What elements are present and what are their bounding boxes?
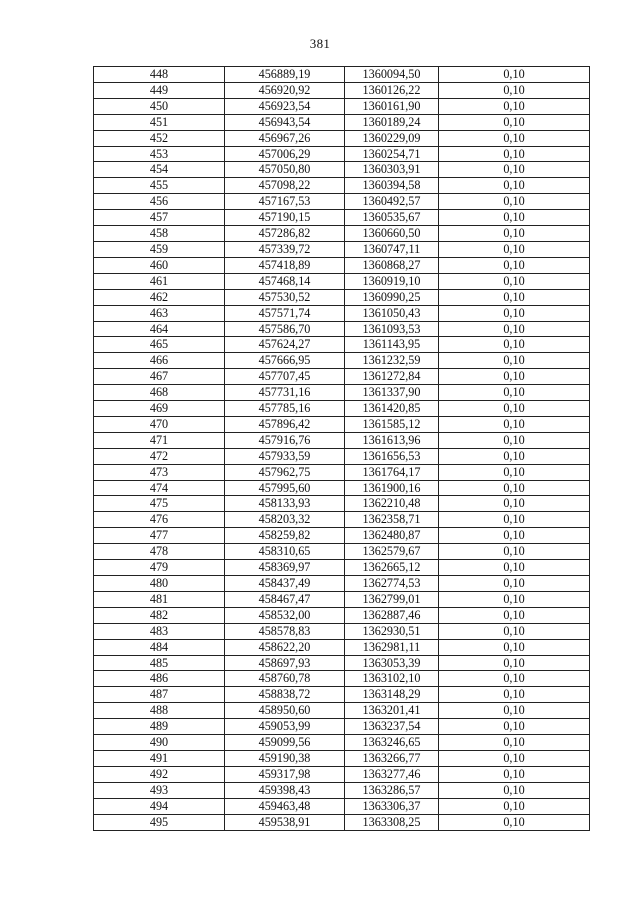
x-coordinate-cell: 459463,48 bbox=[225, 798, 345, 814]
x-coordinate-cell: 457731,16 bbox=[225, 385, 345, 401]
point-number-cell: 454 bbox=[94, 162, 225, 178]
x-coordinate-cell: 459099,56 bbox=[225, 735, 345, 751]
y-coordinate-cell: 1361613,96 bbox=[345, 432, 439, 448]
precision-cell: 0,10 bbox=[439, 782, 590, 798]
table-row bbox=[94, 607, 590, 623]
table-row bbox=[94, 385, 590, 401]
y-coordinate-cell: 1361337,90 bbox=[345, 385, 439, 401]
y-coordinate-cell: 1360254,71 bbox=[345, 146, 439, 162]
y-coordinate-cell: 1360660,50 bbox=[345, 226, 439, 242]
table-row bbox=[94, 114, 590, 130]
y-coordinate-cell: 1360303,91 bbox=[345, 162, 439, 178]
table-row bbox=[94, 528, 590, 544]
y-coordinate-cell: 1360747,11 bbox=[345, 241, 439, 257]
precision-cell: 0,10 bbox=[439, 464, 590, 480]
y-coordinate-cell: 1363306,37 bbox=[345, 798, 439, 814]
x-coordinate-cell: 457707,45 bbox=[225, 369, 345, 385]
precision-cell: 0,10 bbox=[439, 798, 590, 814]
point-number-cell: 485 bbox=[94, 655, 225, 671]
x-coordinate-cell: 457050,80 bbox=[225, 162, 345, 178]
precision-cell: 0,10 bbox=[439, 130, 590, 146]
point-number-cell: 468 bbox=[94, 385, 225, 401]
table-row bbox=[94, 639, 590, 655]
precision-cell: 0,10 bbox=[439, 735, 590, 751]
y-coordinate-cell: 1361143,95 bbox=[345, 337, 439, 353]
x-coordinate-cell: 459398,43 bbox=[225, 782, 345, 798]
point-number-cell: 483 bbox=[94, 623, 225, 639]
y-coordinate-cell: 1363148,29 bbox=[345, 687, 439, 703]
x-coordinate-cell: 457167,53 bbox=[225, 194, 345, 210]
y-coordinate-cell: 1362358,71 bbox=[345, 512, 439, 528]
y-coordinate-cell: 1360094,50 bbox=[345, 67, 439, 83]
point-number-cell: 450 bbox=[94, 98, 225, 114]
table-row bbox=[94, 671, 590, 687]
x-coordinate-cell: 457571,74 bbox=[225, 305, 345, 321]
table-row bbox=[94, 416, 590, 432]
precision-cell: 0,10 bbox=[439, 576, 590, 592]
point-number-cell: 480 bbox=[94, 576, 225, 592]
table-row bbox=[94, 194, 590, 210]
table-row bbox=[94, 337, 590, 353]
point-number-cell: 459 bbox=[94, 241, 225, 257]
x-coordinate-cell: 457995,60 bbox=[225, 480, 345, 496]
precision-cell: 0,10 bbox=[439, 639, 590, 655]
y-coordinate-cell: 1363308,25 bbox=[345, 814, 439, 830]
y-coordinate-cell: 1361900,16 bbox=[345, 480, 439, 496]
table-row bbox=[94, 401, 590, 417]
table-row bbox=[94, 178, 590, 194]
precision-cell: 0,10 bbox=[439, 607, 590, 623]
y-coordinate-cell: 1362887,46 bbox=[345, 607, 439, 623]
x-coordinate-cell: 458467,47 bbox=[225, 591, 345, 607]
point-number-cell: 479 bbox=[94, 560, 225, 576]
table-row bbox=[94, 257, 590, 273]
point-number-cell: 448 bbox=[94, 67, 225, 83]
x-coordinate-cell: 457624,27 bbox=[225, 337, 345, 353]
precision-cell: 0,10 bbox=[439, 512, 590, 528]
x-coordinate-cell: 457006,29 bbox=[225, 146, 345, 162]
precision-cell: 0,10 bbox=[439, 687, 590, 703]
x-coordinate-cell: 456923,54 bbox=[225, 98, 345, 114]
point-number-cell: 487 bbox=[94, 687, 225, 703]
point-number-cell: 465 bbox=[94, 337, 225, 353]
point-number-cell: 484 bbox=[94, 639, 225, 655]
precision-cell: 0,10 bbox=[439, 623, 590, 639]
x-coordinate-cell: 456967,26 bbox=[225, 130, 345, 146]
precision-cell: 0,10 bbox=[439, 560, 590, 576]
point-number-cell: 494 bbox=[94, 798, 225, 814]
x-coordinate-cell: 459317,98 bbox=[225, 766, 345, 782]
table-row bbox=[94, 448, 590, 464]
point-number-cell: 473 bbox=[94, 464, 225, 480]
table-row bbox=[94, 766, 590, 782]
y-coordinate-cell: 1363102,10 bbox=[345, 671, 439, 687]
y-coordinate-cell: 1363201,41 bbox=[345, 703, 439, 719]
x-coordinate-cell: 457933,59 bbox=[225, 448, 345, 464]
precision-cell: 0,10 bbox=[439, 528, 590, 544]
precision-cell: 0,10 bbox=[439, 814, 590, 830]
x-coordinate-cell: 457530,52 bbox=[225, 289, 345, 305]
precision-cell: 0,10 bbox=[439, 305, 590, 321]
y-coordinate-cell: 1360229,09 bbox=[345, 130, 439, 146]
x-coordinate-cell: 459190,38 bbox=[225, 750, 345, 766]
page-number: 381 bbox=[309, 36, 331, 51]
point-number-cell: 456 bbox=[94, 194, 225, 210]
y-coordinate-cell: 1363246,65 bbox=[345, 735, 439, 751]
table-row bbox=[94, 305, 590, 321]
y-coordinate-cell: 1360492,57 bbox=[345, 194, 439, 210]
point-number-cell: 477 bbox=[94, 528, 225, 544]
y-coordinate-cell: 1360919,10 bbox=[345, 273, 439, 289]
table-row bbox=[94, 719, 590, 735]
table-row bbox=[94, 623, 590, 639]
table-row bbox=[94, 162, 590, 178]
table-row bbox=[94, 735, 590, 751]
point-number-cell: 490 bbox=[94, 735, 225, 751]
x-coordinate-cell: 457339,72 bbox=[225, 241, 345, 257]
point-number-cell: 475 bbox=[94, 496, 225, 512]
y-coordinate-cell: 1362930,51 bbox=[345, 623, 439, 639]
table-row bbox=[94, 560, 590, 576]
x-coordinate-cell: 458369,97 bbox=[225, 560, 345, 576]
point-number-cell: 481 bbox=[94, 591, 225, 607]
table-row bbox=[94, 369, 590, 385]
precision-cell: 0,10 bbox=[439, 321, 590, 337]
precision-cell: 0,10 bbox=[439, 67, 590, 83]
table-row bbox=[94, 289, 590, 305]
y-coordinate-cell: 1360126,22 bbox=[345, 82, 439, 98]
point-number-cell: 472 bbox=[94, 448, 225, 464]
table-row bbox=[94, 130, 590, 146]
x-coordinate-cell: 458532,00 bbox=[225, 607, 345, 623]
y-coordinate-cell: 1363286,57 bbox=[345, 782, 439, 798]
x-coordinate-cell: 457916,76 bbox=[225, 432, 345, 448]
x-coordinate-cell: 459538,91 bbox=[225, 814, 345, 830]
point-number-cell: 449 bbox=[94, 82, 225, 98]
x-coordinate-cell: 458437,49 bbox=[225, 576, 345, 592]
x-coordinate-cell: 458622,20 bbox=[225, 639, 345, 655]
table-row bbox=[94, 273, 590, 289]
table-row bbox=[94, 655, 590, 671]
x-coordinate-cell: 457418,89 bbox=[225, 257, 345, 273]
point-number-cell: 460 bbox=[94, 257, 225, 273]
x-coordinate-cell: 457190,15 bbox=[225, 210, 345, 226]
y-coordinate-cell: 1362981,11 bbox=[345, 639, 439, 655]
point-number-cell: 469 bbox=[94, 401, 225, 417]
x-coordinate-cell: 457586,70 bbox=[225, 321, 345, 337]
point-number-cell: 482 bbox=[94, 607, 225, 623]
x-coordinate-cell: 458838,72 bbox=[225, 687, 345, 703]
y-coordinate-cell: 1363277,46 bbox=[345, 766, 439, 782]
y-coordinate-cell: 1363266,77 bbox=[345, 750, 439, 766]
x-coordinate-cell: 458697,93 bbox=[225, 655, 345, 671]
y-coordinate-cell: 1360535,67 bbox=[345, 210, 439, 226]
precision-cell: 0,10 bbox=[439, 289, 590, 305]
x-coordinate-cell: 458578,83 bbox=[225, 623, 345, 639]
y-coordinate-cell: 1361420,85 bbox=[345, 401, 439, 417]
x-coordinate-cell: 457666,95 bbox=[225, 353, 345, 369]
y-coordinate-cell: 1360394,58 bbox=[345, 178, 439, 194]
y-coordinate-cell: 1361093,53 bbox=[345, 321, 439, 337]
precision-cell: 0,10 bbox=[439, 480, 590, 496]
x-coordinate-cell: 458133,93 bbox=[225, 496, 345, 512]
point-number-cell: 451 bbox=[94, 114, 225, 130]
point-number-cell: 489 bbox=[94, 719, 225, 735]
table-row bbox=[94, 480, 590, 496]
table-row bbox=[94, 512, 590, 528]
point-number-cell: 466 bbox=[94, 353, 225, 369]
precision-cell: 0,10 bbox=[439, 226, 590, 242]
y-coordinate-cell: 1361656,53 bbox=[345, 448, 439, 464]
table-row bbox=[94, 210, 590, 226]
table-row bbox=[94, 432, 590, 448]
coordinate-table-body bbox=[94, 67, 590, 831]
y-coordinate-cell: 1361272,84 bbox=[345, 369, 439, 385]
precision-cell: 0,10 bbox=[439, 98, 590, 114]
table-row bbox=[94, 591, 590, 607]
x-coordinate-cell: 456920,92 bbox=[225, 82, 345, 98]
point-number-cell: 478 bbox=[94, 544, 225, 560]
point-number-cell: 476 bbox=[94, 512, 225, 528]
x-coordinate-cell: 457468,14 bbox=[225, 273, 345, 289]
point-number-cell: 491 bbox=[94, 750, 225, 766]
point-number-cell: 474 bbox=[94, 480, 225, 496]
point-number-cell: 461 bbox=[94, 273, 225, 289]
y-coordinate-cell: 1360990,25 bbox=[345, 289, 439, 305]
y-coordinate-cell: 1363237,54 bbox=[345, 719, 439, 735]
table-row bbox=[94, 544, 590, 560]
y-coordinate-cell: 1362774,53 bbox=[345, 576, 439, 592]
point-number-cell: 488 bbox=[94, 703, 225, 719]
precision-cell: 0,10 bbox=[439, 591, 590, 607]
y-coordinate-cell: 1362799,01 bbox=[345, 591, 439, 607]
precision-cell: 0,10 bbox=[439, 655, 590, 671]
table-row bbox=[94, 146, 590, 162]
coordinate-table bbox=[93, 66, 590, 831]
y-coordinate-cell: 1363053,39 bbox=[345, 655, 439, 671]
precision-cell: 0,10 bbox=[439, 703, 590, 719]
point-number-cell: 455 bbox=[94, 178, 225, 194]
x-coordinate-cell: 459053,99 bbox=[225, 719, 345, 735]
y-coordinate-cell: 1362579,67 bbox=[345, 544, 439, 560]
table-row bbox=[94, 703, 590, 719]
point-number-cell: 453 bbox=[94, 146, 225, 162]
point-number-cell: 486 bbox=[94, 671, 225, 687]
x-coordinate-cell: 456943,54 bbox=[225, 114, 345, 130]
point-number-cell: 495 bbox=[94, 814, 225, 830]
precision-cell: 0,10 bbox=[439, 671, 590, 687]
x-coordinate-cell: 458950,60 bbox=[225, 703, 345, 719]
precision-cell: 0,10 bbox=[439, 194, 590, 210]
table-row bbox=[94, 464, 590, 480]
precision-cell: 0,10 bbox=[439, 448, 590, 464]
table-row bbox=[94, 241, 590, 257]
x-coordinate-cell: 458203,32 bbox=[225, 512, 345, 528]
x-coordinate-cell: 457286,82 bbox=[225, 226, 345, 242]
table-row bbox=[94, 321, 590, 337]
y-coordinate-cell: 1360161,90 bbox=[345, 98, 439, 114]
y-coordinate-cell: 1361764,17 bbox=[345, 464, 439, 480]
point-number-cell: 462 bbox=[94, 289, 225, 305]
x-coordinate-cell: 457962,75 bbox=[225, 464, 345, 480]
precision-cell: 0,10 bbox=[439, 401, 590, 417]
point-number-cell: 493 bbox=[94, 782, 225, 798]
precision-cell: 0,10 bbox=[439, 146, 590, 162]
precision-cell: 0,10 bbox=[439, 273, 590, 289]
x-coordinate-cell: 457098,22 bbox=[225, 178, 345, 194]
x-coordinate-cell: 457896,42 bbox=[225, 416, 345, 432]
y-coordinate-cell: 1360189,24 bbox=[345, 114, 439, 130]
table-row bbox=[94, 576, 590, 592]
precision-cell: 0,10 bbox=[439, 496, 590, 512]
precision-cell: 0,10 bbox=[439, 82, 590, 98]
precision-cell: 0,10 bbox=[439, 750, 590, 766]
table-row bbox=[94, 82, 590, 98]
point-number-cell: 463 bbox=[94, 305, 225, 321]
x-coordinate-cell: 458310,65 bbox=[225, 544, 345, 560]
table-row bbox=[94, 782, 590, 798]
point-number-cell: 457 bbox=[94, 210, 225, 226]
table-row bbox=[94, 226, 590, 242]
x-coordinate-cell: 458259,82 bbox=[225, 528, 345, 544]
point-number-cell: 467 bbox=[94, 369, 225, 385]
table-row bbox=[94, 98, 590, 114]
x-coordinate-cell: 458760,78 bbox=[225, 671, 345, 687]
table-row bbox=[94, 798, 590, 814]
point-number-cell: 492 bbox=[94, 766, 225, 782]
precision-cell: 0,10 bbox=[439, 241, 590, 257]
table-row bbox=[94, 353, 590, 369]
table-row bbox=[94, 750, 590, 766]
table-row bbox=[94, 814, 590, 830]
point-number-cell: 458 bbox=[94, 226, 225, 242]
y-coordinate-cell: 1362665,12 bbox=[345, 560, 439, 576]
precision-cell: 0,10 bbox=[439, 337, 590, 353]
point-number-cell: 470 bbox=[94, 416, 225, 432]
precision-cell: 0,10 bbox=[439, 416, 590, 432]
precision-cell: 0,10 bbox=[439, 432, 590, 448]
precision-cell: 0,10 bbox=[439, 719, 590, 735]
y-coordinate-cell: 1361232,59 bbox=[345, 353, 439, 369]
precision-cell: 0,10 bbox=[439, 210, 590, 226]
x-coordinate-cell: 457785,16 bbox=[225, 401, 345, 417]
precision-cell: 0,10 bbox=[439, 369, 590, 385]
precision-cell: 0,10 bbox=[439, 766, 590, 782]
x-coordinate-cell: 456889,19 bbox=[225, 67, 345, 83]
y-coordinate-cell: 1362480,87 bbox=[345, 528, 439, 544]
precision-cell: 0,10 bbox=[439, 114, 590, 130]
precision-cell: 0,10 bbox=[439, 544, 590, 560]
precision-cell: 0,10 bbox=[439, 385, 590, 401]
point-number-cell: 471 bbox=[94, 432, 225, 448]
precision-cell: 0,10 bbox=[439, 178, 590, 194]
precision-cell: 0,10 bbox=[439, 257, 590, 273]
table-row bbox=[94, 67, 590, 83]
precision-cell: 0,10 bbox=[439, 353, 590, 369]
y-coordinate-cell: 1360868,27 bbox=[345, 257, 439, 273]
table-row bbox=[94, 496, 590, 512]
point-number-cell: 452 bbox=[94, 130, 225, 146]
y-coordinate-cell: 1361050,43 bbox=[345, 305, 439, 321]
table-row bbox=[94, 687, 590, 703]
y-coordinate-cell: 1361585,12 bbox=[345, 416, 439, 432]
y-coordinate-cell: 1362210,48 bbox=[345, 496, 439, 512]
point-number-cell: 464 bbox=[94, 321, 225, 337]
precision-cell: 0,10 bbox=[439, 162, 590, 178]
